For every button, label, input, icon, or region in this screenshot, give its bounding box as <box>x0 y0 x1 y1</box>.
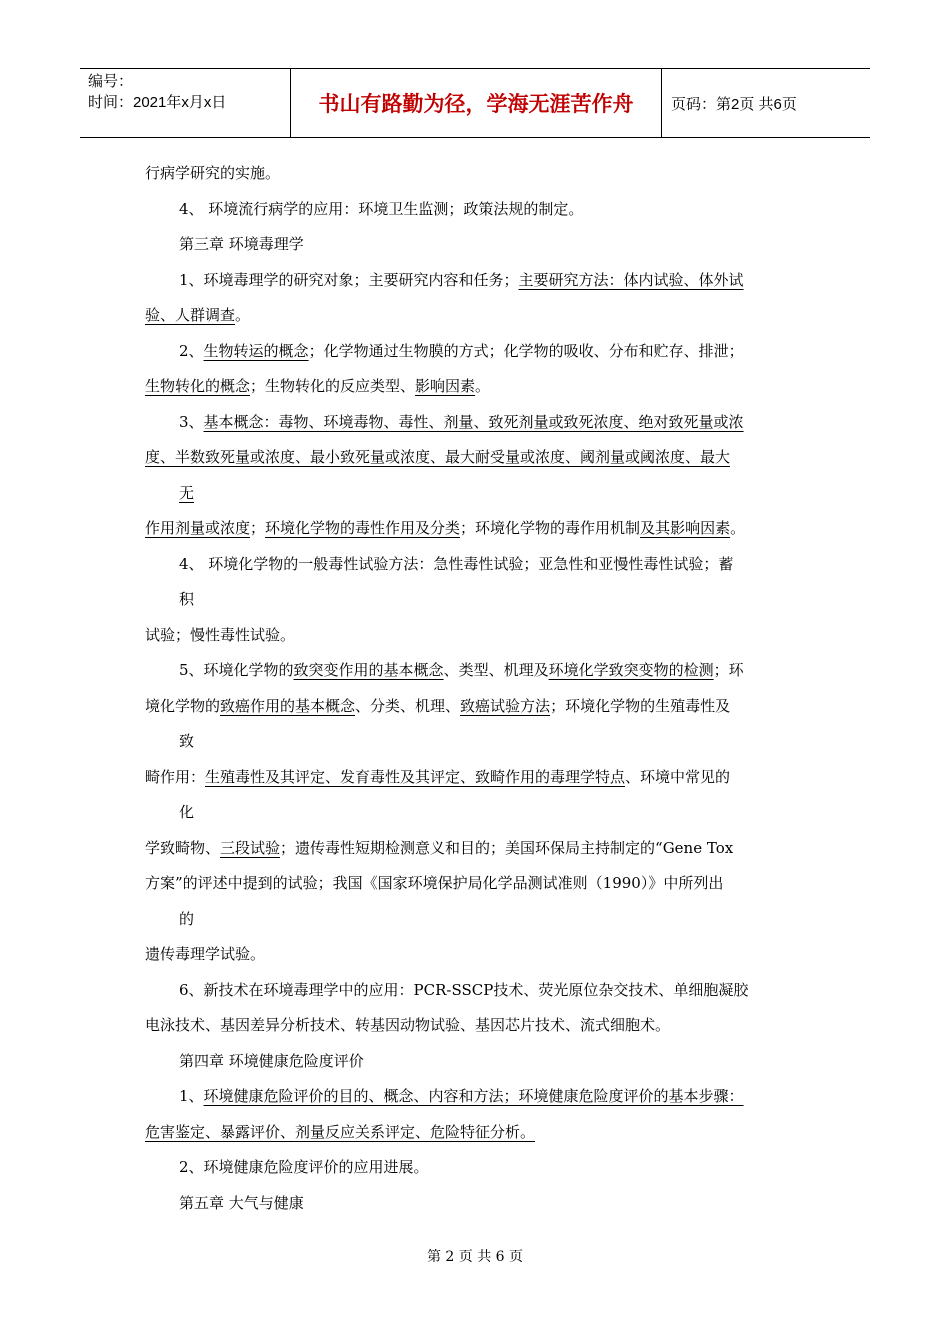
text-line: 5、环境化学物的致突变作用的基本概念、类型、机理及环境化学致突变物的检测；环 <box>179 661 744 679</box>
text-line: 4、 环境流行病学的应用：环境卫生监测；政策法规的制定。 <box>179 199 584 218</box>
text-line: 试验；慢性毒性试验。 <box>145 625 296 644</box>
header-meta <box>80 69 291 137</box>
text-line: 作用剂量或浓度；环境化学物的毒性作用及分类；环境化学物的毒作用机制及其影响因素。 <box>145 519 746 537</box>
document-number: 编号： <box>88 73 134 90</box>
document-body <box>145 156 809 1221</box>
text-line: 学致畸物、三段试验；遗传毒性短期检测意义和目的；美国环保局主持制定的“Gene Tox <box>145 838 734 857</box>
page-footer: 第 2 页 共 6 页 <box>426 1249 524 1265</box>
text-line: 的 <box>179 909 195 928</box>
chapter-heading: 第三章 环境毒理学 <box>179 235 304 253</box>
chapter-heading: 第五章 大气与健康 <box>179 1193 304 1212</box>
text-line: 2、生物转运的概念；化学物通过生物膜的方式；化学物的吸收、分布和贮存、排泄； <box>179 341 744 360</box>
document-time: 时间：2021年x月x日 <box>88 94 227 111</box>
text-line: 验、人群调查。 <box>145 306 251 324</box>
text-line: 畸作用：生殖毒性及其评定、发育毒性及其评定、致畸作用的毒理学特点、环境中常见的 <box>145 767 731 786</box>
text-line: 电泳技术、基因差异分析技术、转基因动物试验、基因芯片技术、流式细胞术。 <box>145 1016 671 1034</box>
page-header <box>80 68 870 138</box>
text-line: 方案”的评述中提到的试验；我国《国家环境保护局化学品测试准则（1990）》中所列出 <box>145 874 724 892</box>
text-line: 4、 环境化学物的一般毒性试验方法：急性毒性试验；亚急性和亚慢性毒性试验；蓄 <box>179 554 734 573</box>
text-line: 境化学物的致癌作用的基本概念、分类、机理、致癌试验方法；环境化学物的生殖毒性及 <box>145 696 731 715</box>
text-line: 6、新技术在环境毒理学中的应用：PCR-SSCP技术、荧光原位杂交技术、单细胞凝胶 <box>179 980 749 999</box>
text-line: 度、半数致死量或浓度、最小致死量或浓度、最大耐受量或浓度、阈剂量或阈浓度、最大 <box>145 448 731 466</box>
text-line: 积 <box>179 590 195 608</box>
text-line: 无 <box>179 483 195 502</box>
text-line: 行病学研究的实施。 <box>145 164 281 182</box>
text-line: 1、环境健康危险评价的目的、概念、内容和方法；环境健康危险度评价的基本步骤： <box>179 1087 744 1105</box>
text-line: 2、环境健康危险度评价的应用进展。 <box>179 1158 429 1176</box>
text-line: 遗传毒理学试验。 <box>145 945 266 963</box>
text-line: 危害鉴定、暴露评价、剂量反应关系评定、危险特征分析。 <box>145 1122 536 1141</box>
text-line: 化 <box>179 803 195 821</box>
text-line: 1、环境毒理学的研究对象；主要研究内容和任务；主要研究方法：体内试验、体外试 <box>179 270 744 289</box>
header-motto: 书山有路勤为径，学海无涯苦作舟 <box>291 69 662 137</box>
text-line: 生物转化的概念；生物转化的反应类型、影响因素。 <box>145 377 491 395</box>
text-line: 3、基本概念：毒物、环境毒物、毒性、剂量、致死剂量或致死浓度、绝对致死量或浓 <box>179 412 744 431</box>
text-line: 致 <box>179 732 195 750</box>
chapter-heading: 第四章 环境健康危险度评价 <box>179 1051 364 1070</box>
header-page-info: 页码：第2页 共6页 <box>671 95 797 113</box>
